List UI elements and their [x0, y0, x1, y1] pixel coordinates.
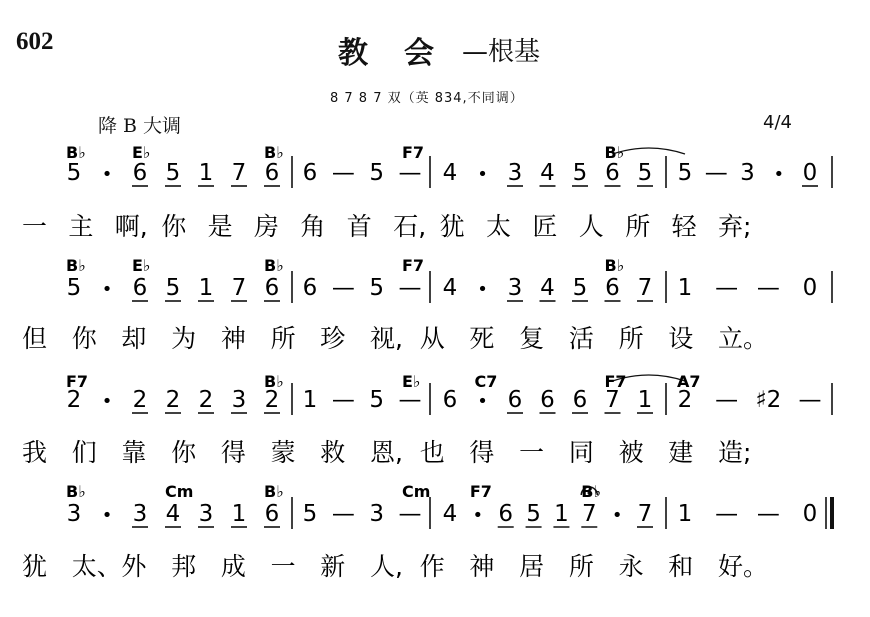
dot-mark: •: [611, 505, 623, 526]
lyric-char: 为: [171, 324, 197, 353]
hymn-title: 教会: [338, 36, 470, 71]
lyric-char: 复: [519, 324, 545, 353]
note-digit: 2: [264, 387, 280, 413]
note-digit: 5: [369, 160, 384, 186]
lyric-char: 得: [469, 438, 495, 467]
lyric-char: 珍: [320, 324, 346, 353]
chord-symbol: B♭: [66, 256, 86, 275]
lyric-char: 邦: [171, 552, 197, 581]
chord-symbol: B♭: [604, 143, 625, 162]
note-digit: 4: [540, 275, 555, 301]
note-digit: 6: [264, 501, 280, 527]
note-digit: 5: [369, 275, 384, 301]
dot-mark: •: [101, 279, 113, 300]
note-digit: 5: [572, 160, 588, 186]
hymn-number: 602: [16, 28, 54, 55]
lyric-char: 匠: [532, 212, 558, 241]
note-digit: 3: [369, 501, 384, 527]
note-digit: 6: [605, 160, 620, 186]
lyric-char: 所: [618, 324, 644, 353]
lyric-char: 角: [300, 212, 326, 241]
lyric-char: 新: [320, 552, 346, 581]
note-digit: 1: [302, 387, 318, 413]
note-digit: 6: [132, 275, 148, 301]
note-digit: 3: [507, 160, 523, 186]
chord-symbol: E♭: [132, 256, 151, 275]
note-digit: 1: [677, 501, 693, 527]
lyric-char: 一: [270, 552, 296, 581]
note-digit: 6: [264, 160, 280, 186]
note-digit: 0: [802, 275, 818, 301]
chord-symbol: B♭: [264, 482, 284, 501]
note-digit: 2: [66, 387, 82, 413]
lyric-char: 房: [254, 212, 280, 241]
note-digit: 2: [198, 387, 214, 413]
lyric-char: 救: [320, 438, 346, 467]
lyric-char: 所: [270, 324, 296, 353]
dash-mark: —: [331, 160, 355, 186]
lyric-char: 好。: [718, 552, 769, 581]
note-digit: 3: [132, 501, 148, 527]
note-digit: 6: [540, 387, 555, 413]
chord-symbol: F7: [402, 143, 425, 162]
note-digit: 4: [540, 160, 555, 186]
note-digit: 6: [498, 501, 514, 527]
lyric-char: 犹: [439, 212, 465, 241]
lyric-char: 从: [419, 324, 445, 353]
lyric-char: 你: [161, 212, 187, 241]
chord-symbol: B♭: [604, 256, 625, 275]
note-digit: 3: [198, 501, 214, 527]
note-digit: 5: [677, 160, 693, 186]
note-digit: 4: [442, 501, 458, 527]
dot-mark: •: [101, 505, 113, 526]
lyric-char: 活: [568, 324, 594, 353]
note-digit: 1: [198, 275, 214, 301]
time-signature: 4/4: [763, 112, 792, 133]
lyric-char: 立。: [718, 324, 769, 353]
chord-symbol: B♭: [264, 256, 284, 275]
note-digit: 5: [572, 275, 588, 301]
note-digit: 5: [66, 275, 82, 301]
lyric-char: 太、: [71, 552, 122, 581]
note-digit: 7: [605, 387, 620, 413]
dot-mark: •: [477, 279, 488, 300]
note-digit: 6: [264, 275, 280, 301]
lyric-char: 一: [519, 438, 545, 467]
note-digit: 3: [740, 160, 755, 186]
note-digit: 7: [231, 160, 247, 186]
lyric-char: 你: [171, 438, 197, 467]
dot-mark: •: [477, 391, 488, 412]
note-digit: 6: [132, 160, 148, 186]
note-digit: 5: [369, 387, 384, 413]
dot-mark: •: [101, 391, 113, 412]
lyric-char: 犹: [22, 552, 48, 581]
lyric-char: 人: [578, 212, 604, 241]
note-digit: 5: [165, 275, 181, 301]
lyric-char: 建: [668, 438, 694, 467]
lyric-char: 造;: [718, 438, 752, 467]
chord-symbol: E♭: [132, 143, 151, 162]
lyric-char: 得: [220, 438, 246, 467]
lyric-char: 是: [207, 212, 233, 241]
lyric-char: 永: [618, 552, 644, 581]
note-digit: 7: [637, 501, 653, 527]
lyric-char: 视,: [370, 324, 403, 353]
chord-symbol: Cm: [402, 482, 431, 501]
chord-symbol: F7: [66, 372, 89, 391]
dash-mark: —: [715, 275, 739, 301]
lyric-char: 首: [346, 212, 372, 241]
lyric-char: 太: [486, 212, 512, 241]
lyric-char: 石,: [393, 212, 427, 241]
lyric-char: 设: [668, 324, 694, 353]
dash-mark: —: [331, 387, 355, 413]
lyric-char: 人,: [370, 552, 403, 581]
note-digit: 7: [581, 501, 597, 527]
lyric-char: 们: [71, 438, 97, 467]
note-digit: 1: [554, 501, 569, 527]
note-digit: 3: [231, 387, 247, 413]
lyric-char: 被: [618, 438, 644, 467]
note-digit: 6: [302, 275, 318, 301]
lyric-char: 弃;: [718, 212, 752, 241]
chord-symbol: C7: [474, 372, 498, 391]
dash-mark: —: [798, 387, 822, 413]
lyric-char: 主: [68, 212, 94, 241]
note-digit: 2: [165, 387, 181, 413]
dash-mark: —: [756, 501, 780, 527]
lyric-char: 神: [220, 324, 246, 353]
note-digit: 5: [165, 160, 181, 186]
dot-mark: •: [773, 164, 785, 185]
note-digit: 5: [637, 160, 653, 186]
lyric-char: 所: [568, 552, 594, 581]
note-digit: 1: [637, 387, 653, 413]
chord-symbol: A7: [677, 372, 701, 391]
chord-symbol: E♭: [402, 372, 421, 391]
chord-symbol: F7: [402, 256, 425, 275]
dot-mark: •: [477, 164, 488, 185]
dash-mark: —: [715, 387, 739, 413]
note-digit: 7: [231, 275, 247, 301]
dash-mark: —: [331, 275, 355, 301]
note-digit: 4: [165, 501, 181, 527]
lyric-char: 一: [22, 212, 48, 241]
lyric-char: 成: [220, 552, 246, 581]
note-digit: 7: [637, 275, 653, 301]
lyric-char: 居: [519, 552, 545, 581]
lyric-char: 轻: [671, 212, 697, 241]
dash-mark: —: [398, 501, 422, 527]
lyric-char: 靠: [121, 438, 147, 467]
lyric-char: 我: [22, 438, 48, 467]
note-digit: 6: [507, 387, 523, 413]
note-digit: 4: [442, 275, 458, 301]
dash-mark: —: [398, 275, 422, 301]
note-digit: 0: [802, 160, 818, 186]
note-digit: 2: [677, 387, 693, 413]
note-digit: 6: [572, 387, 588, 413]
note-digit: 6: [442, 387, 458, 413]
meter-info: 8 7 8 7 双（英 834,不同调）: [330, 91, 524, 106]
note-digit: 3: [507, 275, 523, 301]
chord-symbol: F7: [469, 482, 492, 501]
chord-symbol: B♭: [264, 372, 284, 391]
lyric-char: 恩,: [370, 438, 403, 467]
dash-mark: —: [756, 275, 780, 301]
lyric-char: 你: [71, 324, 97, 353]
note-digit: 5: [526, 501, 541, 527]
note-digit: 4: [442, 160, 458, 186]
lyric-char: 同: [568, 438, 594, 467]
note-digit: 1: [231, 501, 247, 527]
dot-mark: •: [101, 164, 113, 185]
chord-symbol: Cm: [165, 482, 194, 501]
lyric-char: 啊,: [114, 212, 148, 241]
lyric-char: 所: [625, 212, 651, 241]
note-digit: 5: [302, 501, 318, 527]
lyric-char: 蒙: [270, 438, 296, 467]
lyric-char: 却: [121, 324, 147, 353]
dot-mark: •: [472, 505, 484, 526]
note-digit: 0: [802, 501, 818, 527]
note-digit: 3: [66, 501, 82, 527]
chord-symbol: B♭: [66, 143, 86, 162]
lyric-char: 神: [469, 552, 495, 581]
note-digit: ♯2: [755, 387, 782, 413]
lyric-char: 也: [419, 438, 445, 467]
lyric-char: 和: [668, 552, 694, 581]
chord-symbol: B♭: [581, 482, 602, 501]
chord-symbol: F7: [604, 372, 627, 391]
note-digit: 1: [677, 275, 693, 301]
note-digit: 2: [132, 387, 148, 413]
dash-mark: —: [704, 160, 728, 186]
note-digit: 5: [66, 160, 82, 186]
dash-mark: —: [331, 501, 355, 527]
chord-symbol: B♭: [264, 143, 284, 162]
note-digit: 6: [302, 160, 318, 186]
dash-mark: —: [398, 387, 422, 413]
lyric-char: 死: [469, 324, 495, 353]
dash-mark: —: [398, 160, 422, 186]
lyric-char: 但: [22, 324, 48, 353]
note-digit: 6: [605, 275, 620, 301]
lyric-char: 作: [419, 552, 445, 581]
chord-symbol: B♭: [66, 482, 86, 501]
hymn-subtitle: —根基: [462, 37, 541, 67]
key-signature: 降 B 大调: [98, 115, 182, 137]
note-digit: 1: [198, 160, 214, 186]
lyric-char: 外: [121, 552, 147, 581]
dash-mark: —: [715, 501, 739, 527]
